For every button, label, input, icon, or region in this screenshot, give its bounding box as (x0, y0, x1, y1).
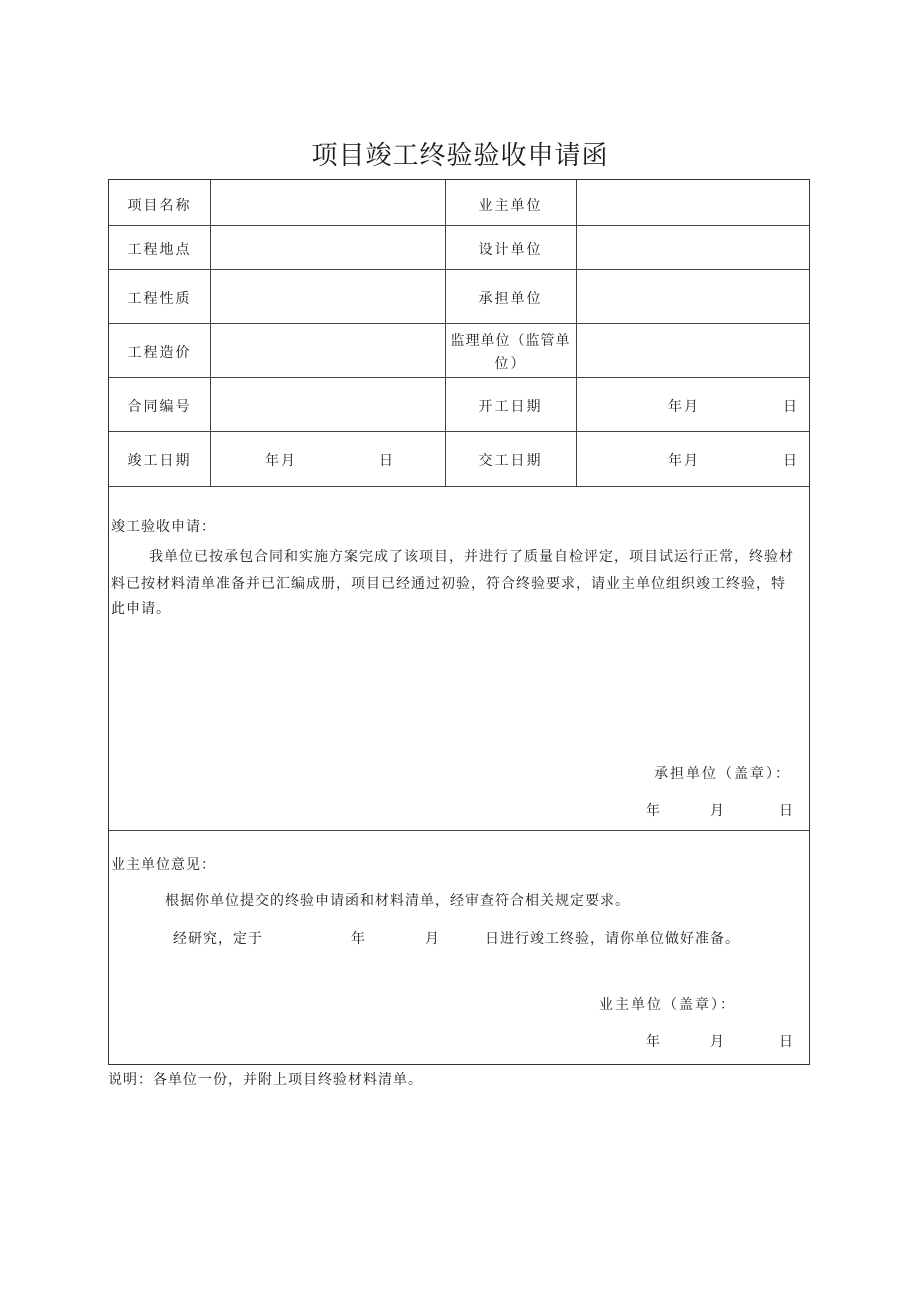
contractor-stamp: 承担单位（盖章）： (654, 766, 791, 782)
owner-opinion-line2-month: 月 (425, 931, 440, 947)
owner-opinion-line2-year: 年 (351, 931, 366, 947)
handover-date-day: 日 (783, 453, 799, 469)
application-body-line3: 此申请。 (111, 601, 171, 617)
application-body-line1: 我单位已按承包合同和实施方案完成了该项目，并进行了质量自检评定，项目试运行正常，终验材 (149, 549, 794, 565)
location-label: 工程地点 (127, 242, 192, 258)
application-date-month: 月 (710, 803, 726, 819)
cost-label: 工程造价 (127, 345, 192, 361)
supervisor-label-line1: 监理单位（监管单 (450, 333, 571, 349)
column-divider (576, 180, 577, 486)
start-date-label: 开工日期 (478, 399, 543, 415)
owner-opinion-line1: 根据你单位提交的终验申请函和材料清单，经审查符合相关规定要求。 (165, 893, 630, 909)
nature-label: 工程性质 (127, 291, 192, 307)
start-date-day: 日 (783, 399, 799, 415)
application-date-year: 年 (646, 803, 662, 819)
project-name-label: 项目名称 (127, 198, 192, 214)
row-divider (109, 323, 809, 324)
contractor-label: 承担单位 (478, 291, 543, 307)
owner-opinion-heading: 业主单位意见： (111, 857, 216, 873)
completion-date-label: 竣工日期 (127, 453, 192, 469)
application-date-day: 日 (779, 803, 795, 819)
design-unit-label: 设计单位 (478, 242, 543, 258)
row-divider (109, 431, 809, 432)
row-divider (109, 269, 809, 270)
completion-date-day: 日 (379, 453, 395, 469)
owner-date-month: 月 (710, 1034, 726, 1050)
start-date-year-month: 年月 (668, 399, 700, 415)
column-divider (210, 180, 211, 486)
row-divider (109, 225, 809, 226)
section-divider (109, 830, 809, 831)
handover-date-label: 交工日期 (478, 453, 543, 469)
application-heading: 竣工验收申请： (111, 519, 216, 535)
row-divider (109, 486, 809, 487)
completion-date-year-month: 年月 (265, 453, 297, 469)
application-form (108, 179, 810, 1065)
owner-opinion-line2-suffix: 日进行竣工终验，请你单位做好准备。 (485, 931, 740, 947)
supervisor-label-line2: 位） (494, 356, 527, 372)
row-divider (109, 377, 809, 378)
handover-date-year-month: 年月 (668, 453, 700, 469)
application-body-line2: 料已按材料清单准备并已汇编成册，项目已经通过初验，符合终验要求，请业主单位组织竣工终验，特 (111, 576, 786, 592)
contract-no-label: 合同编号 (127, 399, 192, 415)
owner-date-day: 日 (779, 1034, 795, 1050)
owner-date-year: 年 (646, 1034, 662, 1050)
owner-unit-label: 业主单位 (478, 198, 543, 214)
page-title: 项目竣工终验验收申请函 (311, 141, 609, 171)
owner-opinion-line2-prefix: 经研究，定于 (173, 931, 263, 947)
owner-stamp: 业主单位（盖章）： (599, 997, 736, 1013)
footnote: 说明：各单位一份，并附上项目终验材料清单。 (108, 1072, 423, 1088)
